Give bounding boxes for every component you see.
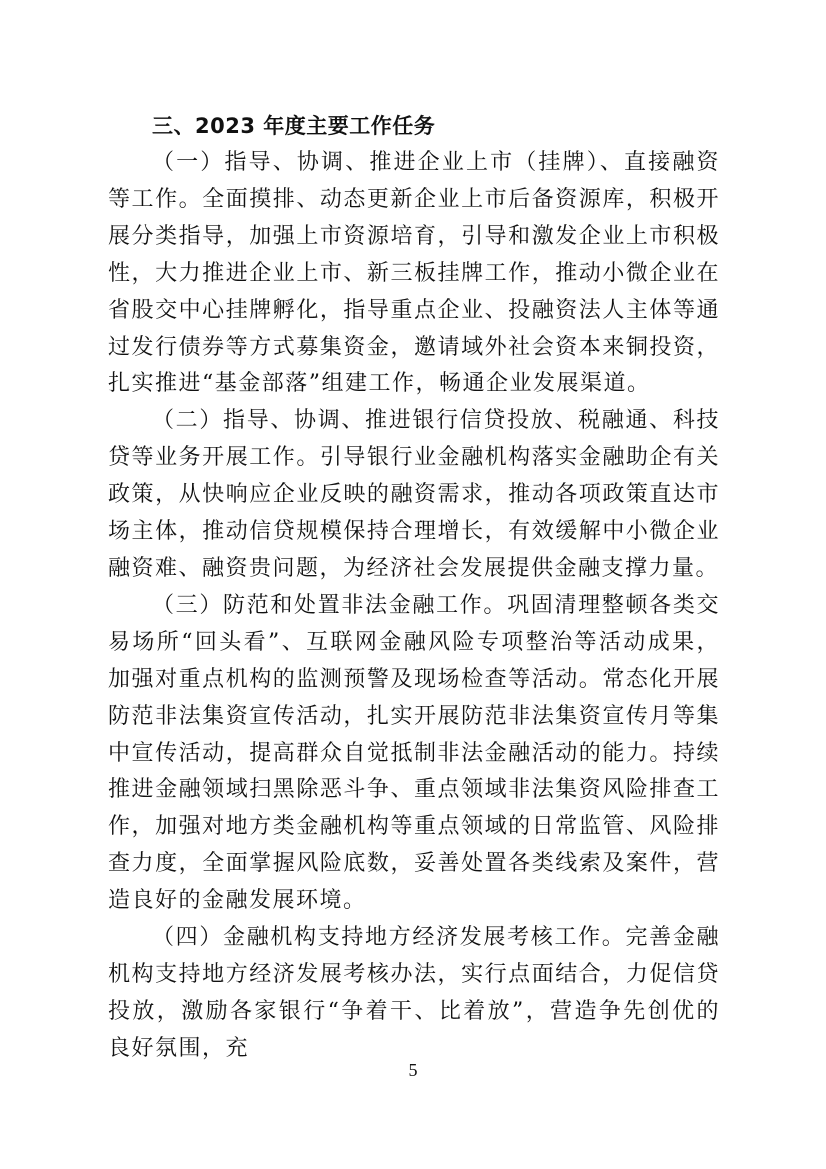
paragraph-4: （四）金融机构支持地方经济发展考核工作。完善金融机构支持地方经济发展考核办法，实行点面结合，力促信贷投放，激励各家银行“争着干、比着放”，营造争先创优的良好氛围，充 bbox=[108, 925, 720, 1061]
paragraph-1: （一）指导、协调、推进企业上市（挂牌）、直接融资等工作。全面摸排、动态更新企业上市后备资源库，积极开展分类指导，加强上市资源培育，引导和激发企业上市积极性，大力推进企业上市、新三板挂牌工作，推动小微企业在省股交中心挂牌孵化，指导重点企业、投融资法人主体等通过发行债券等方式募集资金，邀请域外社会资本来铜投资，扎实推进“基金部落”组建工作，畅通企业发展渠道。 bbox=[108, 150, 720, 397]
paragraph-2: （二）指导、协调、推进银行信贷投放、税融通、科技贷等业务开展工作。引导银行业金融机构落实金融助企有关政策，从快响应企业反映的融资需求，推动各项政策直达市场主体，推动信贷规模保持合理增长，有效缓解中小微企业融资难、融资贵问题，为经济社会发展提供金融支撑力量。 bbox=[108, 408, 720, 581]
page-number: 5 bbox=[408, 1060, 418, 1080]
section-heading: 三、2023 年度主要工作任务 bbox=[152, 114, 436, 138]
paragraph-3: （三）防范和处置非法金融工作。巩固清理整顿各类交易场所“回头看”、互联网金融风险专项整治等活动成果，加强对重点机构的监测预警及现场检查等活动。常态化开展防范非法集资宣传活动，扎实开展防范非法集资宣传月等集中宣传活动，提高群众自觉抵制非法金融活动的能力。持续推进金融领域扫黑除恶斗争、重点领域非法集资风险排查工作，加强对地方类金融机构等重点领域的日常监管、风险排查力度，全面掌握风险底数，妥善处置各类线索及案件，营造良好的金融发展环境。 bbox=[108, 592, 720, 914]
document-body bbox=[108, 108, 720, 1068]
